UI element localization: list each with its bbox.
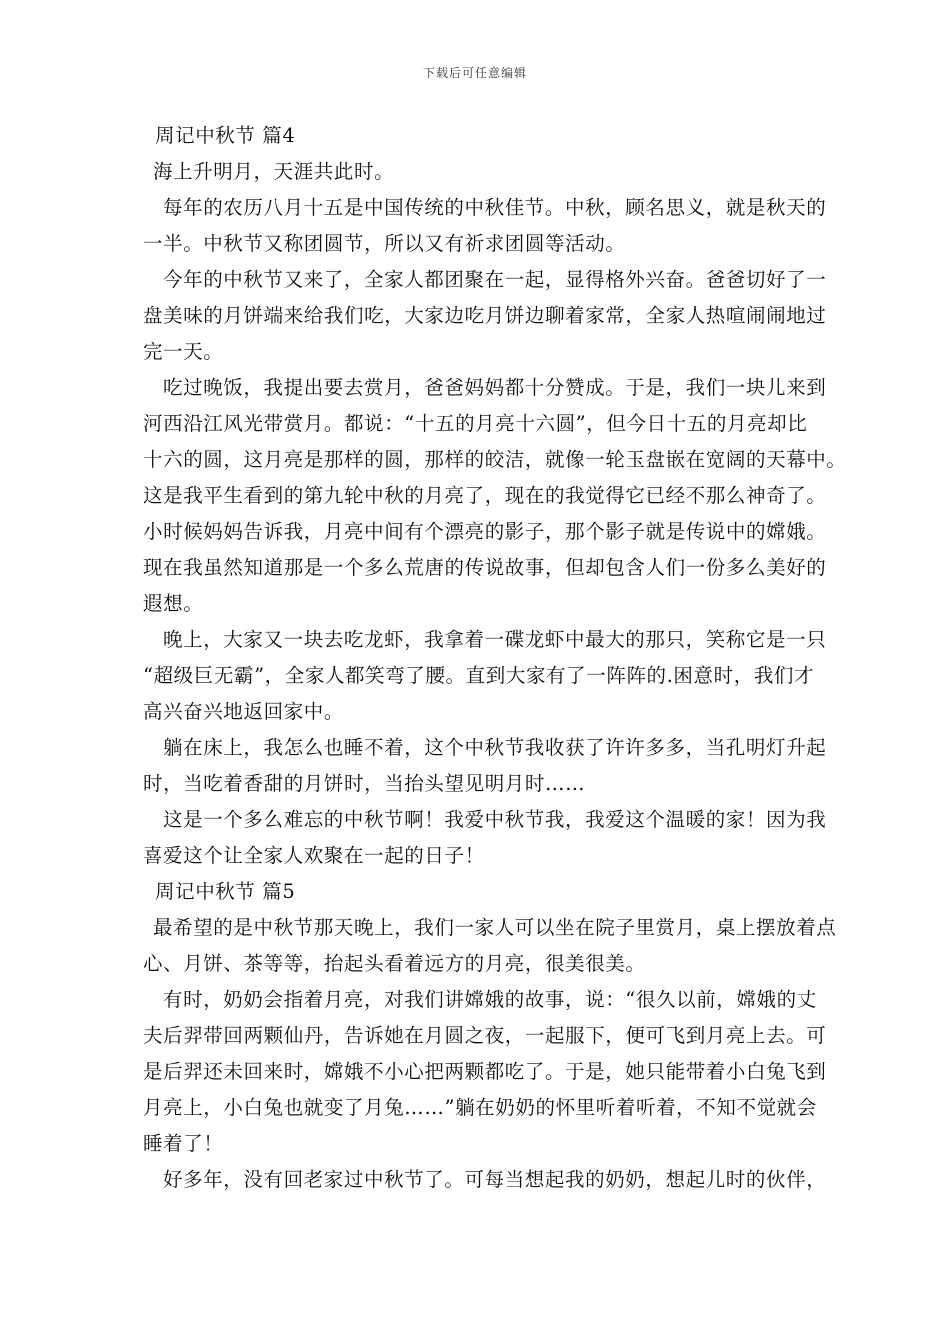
text-line: 一半。中秋节又称团圆节，所以又有祈求团圆等活动。 bbox=[143, 232, 626, 255]
text-line: “超级巨无霸”，全家人都笑弯了腰。直到大家有了一阵阵的.困意时，我们才 bbox=[143, 664, 815, 687]
text-line: 河西沿江风光带赏月。都说：“十五的月亮十六圆”，但今日十五的月亮却比 bbox=[143, 412, 808, 435]
text-line: 好多年，没有回老家过中秋节了。可每当想起我的奶奶，想起儿时的伙伴， bbox=[163, 1168, 827, 1191]
text-line: 躺在床上，我怎么也睡不着，这个中秋节我收获了许许多多，当孔明灯升起 bbox=[163, 736, 827, 759]
text-line: 这是一个多么难忘的中秋节啊！我爱中秋节我，我爱这个温暖的家！因为我 bbox=[163, 808, 827, 831]
text-line: 十六的圆，这月亮是那样的圆，那样的皎洁，就像一轮玉盘嵌在宽阔的天幕中。 bbox=[143, 448, 847, 471]
text-line: 喜爱这个让全家人欢聚在一起的日子！ bbox=[143, 844, 485, 867]
text-line: 完一天。 bbox=[143, 340, 224, 363]
text-line: 海上升明月，天涯共此时。 bbox=[153, 160, 395, 183]
text-line: 是后羿还未回来时，嫦娥不小心把两颗都吃了。于是，她只能带着小白兔飞到 bbox=[143, 1060, 827, 1083]
text-line: 每年的农历八月十五是中国传统的中秋佳节。中秋，顾名思义，就是秋天的 bbox=[163, 196, 827, 219]
text-line: 现在我虽然知道那是一个多么荒唐的传说故事，但却包含人们一份多么美好的 bbox=[143, 556, 827, 579]
download-note: 下载后可任意编辑 bbox=[422, 66, 527, 80]
text-line: 遐想。 bbox=[143, 592, 204, 615]
text-line: 夫后羿带回两颗仙丹，告诉她在月圆之夜，一起服下，便可飞到月亮上去。可 bbox=[143, 1024, 827, 1047]
text-line: 睡着了！ bbox=[143, 1132, 224, 1155]
text-line: 吃过晚饭，我提出要去赏月，爸爸妈妈都十分赞成。于是，我们一块儿来到 bbox=[163, 376, 827, 399]
text-line: 盘美味的月饼端来给我们吃，大家边吃月饼边聊着家常，全家人热喧闹闹地过 bbox=[143, 304, 827, 327]
text-line: 最希望的是中秋节那天晚上，我们一家人可以坐在院子里赏月，桌上摆放着点 bbox=[153, 916, 837, 939]
text-line: 高兴奋兴地返回家中。 bbox=[143, 700, 345, 723]
text-line: 这是我平生看到的第九轮中秋的月亮了，现在的我觉得它已经不那么神奇了。 bbox=[143, 484, 827, 507]
section-heading: 周记中秋节 篇5 bbox=[155, 880, 296, 903]
text-line: 小时候妈妈告诉我，月亮中间有个漂亮的影子，那个影子就是传说中的嫦娥。 bbox=[143, 520, 827, 543]
section-heading: 周记中秋节 篇4 bbox=[155, 124, 296, 147]
text-line: 有时，奶奶会指着月亮，对我们讲嫦娥的故事，说：“很久以前，嫦娥的丈 bbox=[163, 988, 817, 1011]
text-line: 心、月饼、茶等等，抬起头看着远方的月亮，很美很美。 bbox=[143, 952, 646, 975]
text-line: 月亮上，小白兔也就变了月兔……”躺在奶奶的怀里听着听着，不知不觉就会 bbox=[143, 1096, 817, 1119]
text-line: 晚上，大家又一块去吃龙虾，我拿着一碟龙虾中最大的那只，笑称它是一只 bbox=[163, 628, 827, 651]
text-line: 今年的中秋节又来了，全家人都团聚在一起，显得格外兴奋。爸爸切好了一 bbox=[163, 268, 827, 291]
text-line: 时，当吃着香甜的月饼时，当抬头望见明月时…… bbox=[143, 772, 586, 795]
